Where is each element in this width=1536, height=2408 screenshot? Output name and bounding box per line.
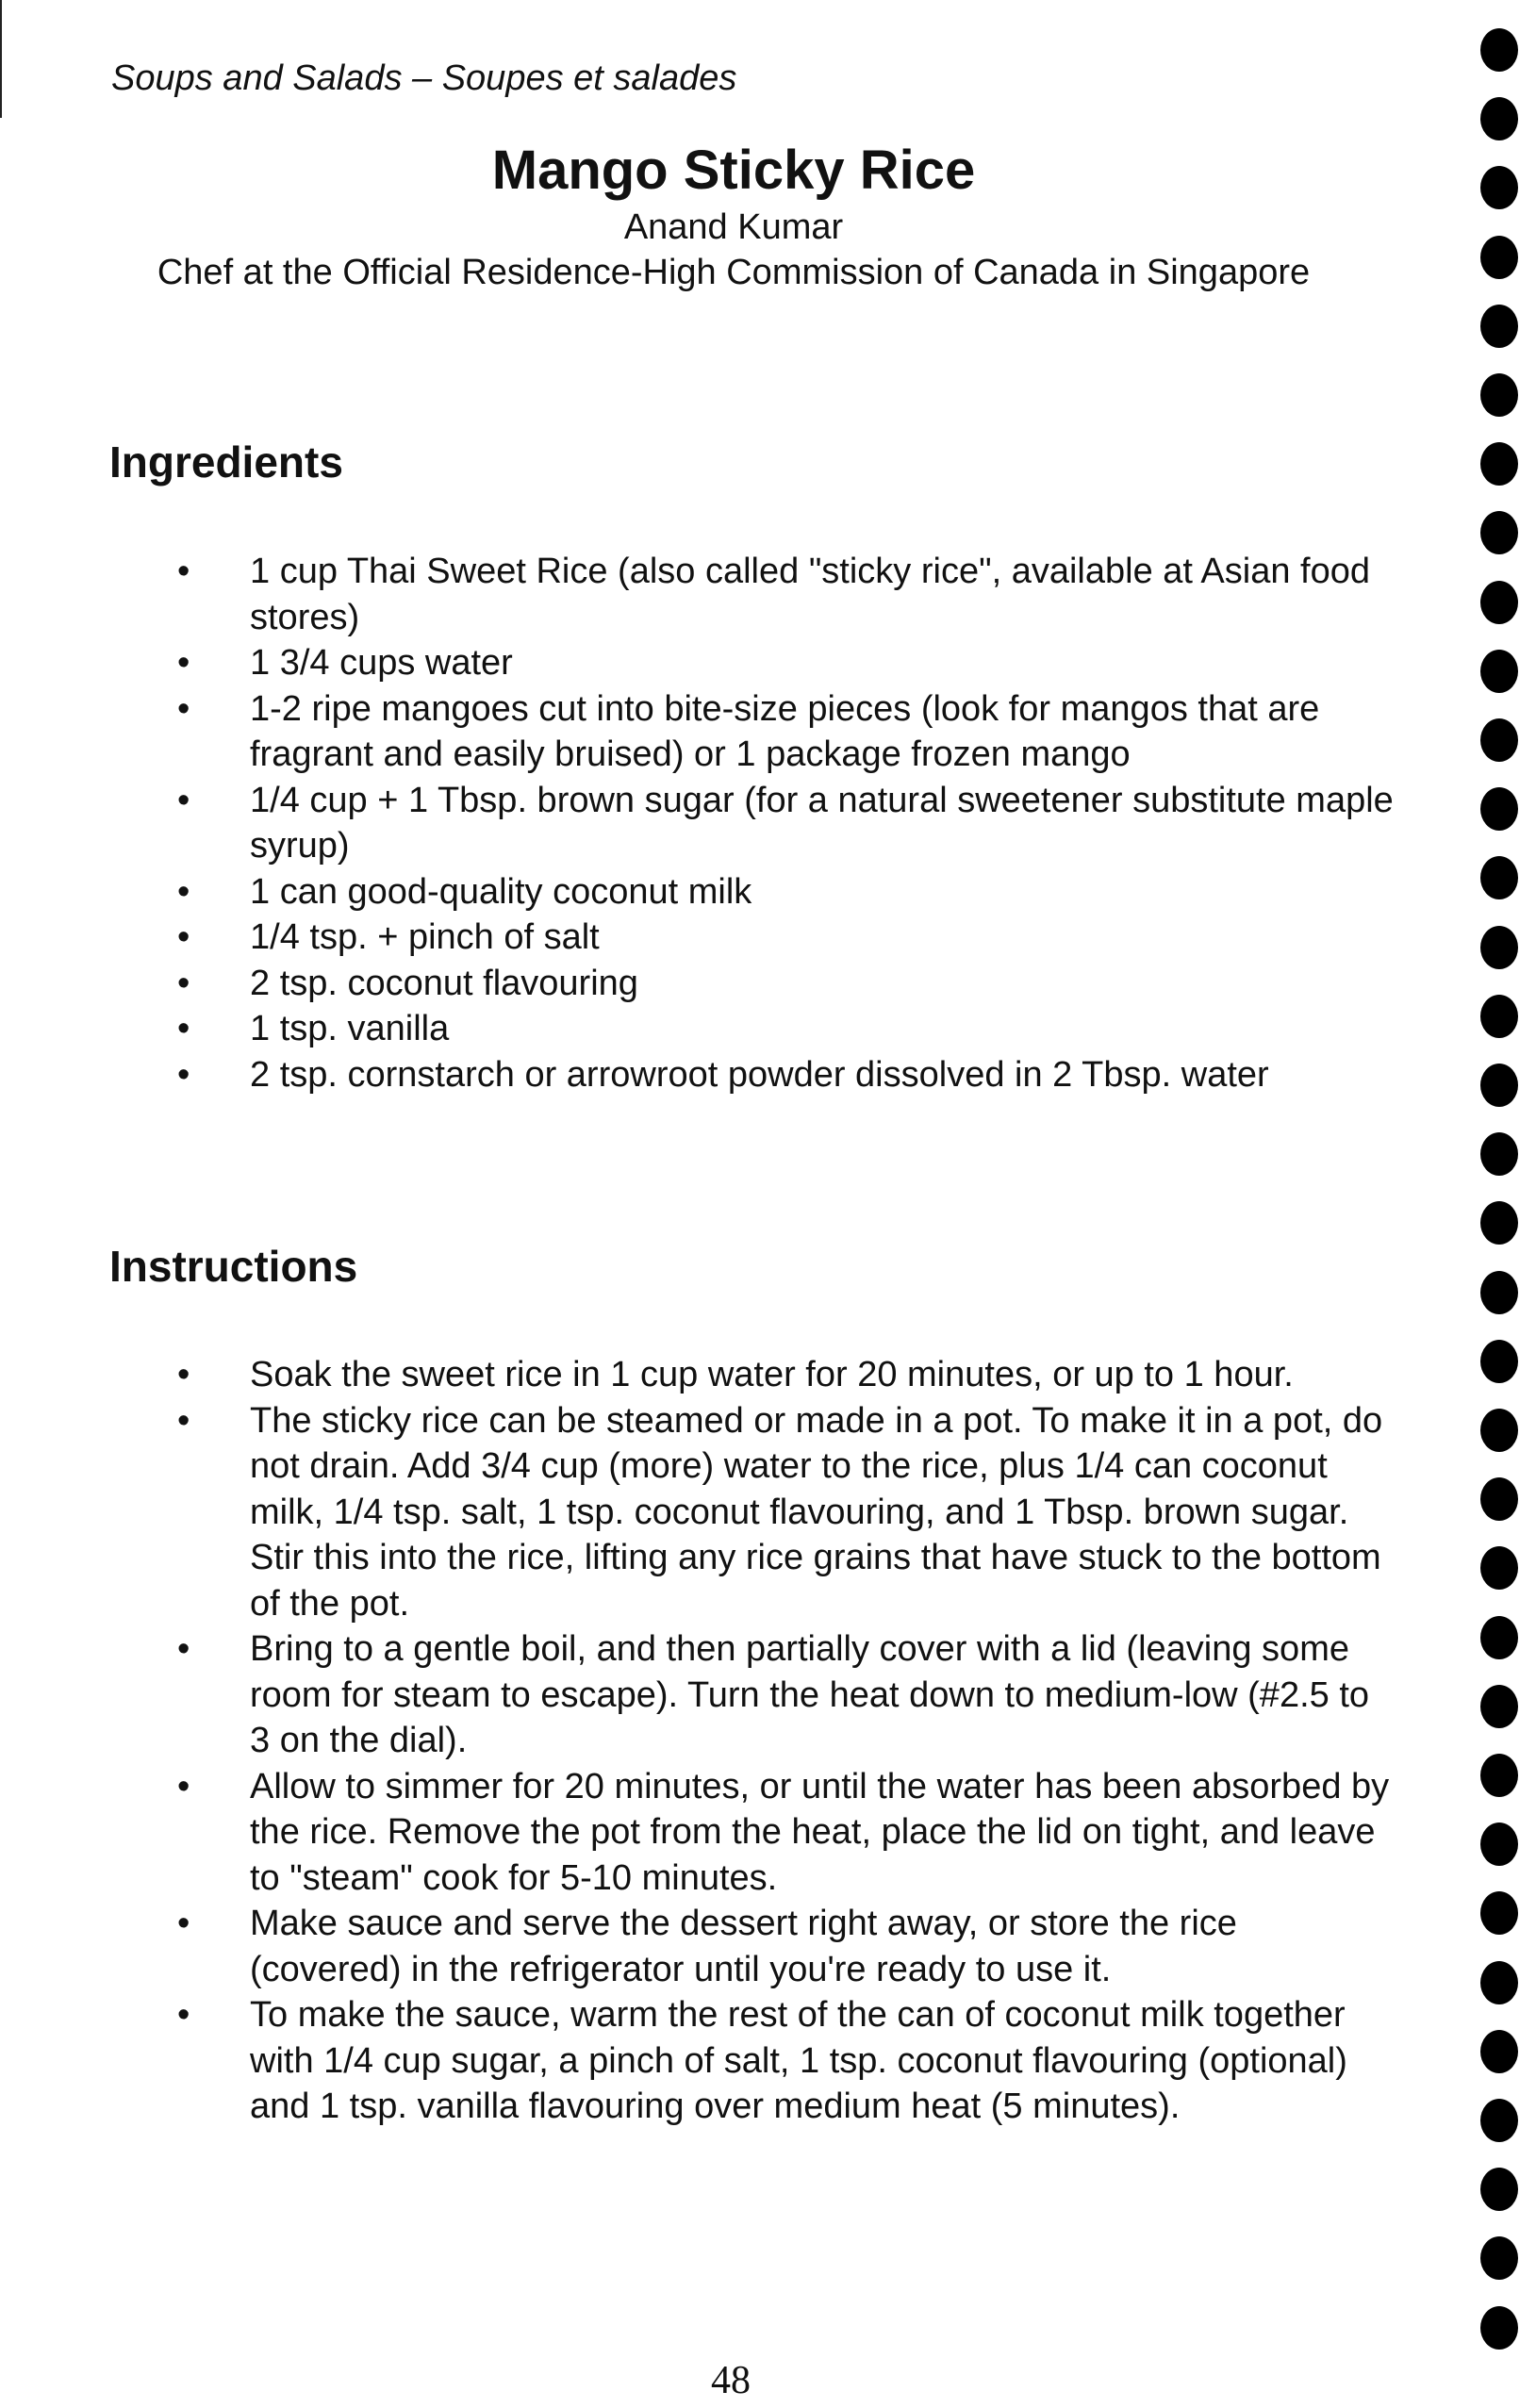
list-item	[0, 1006, 1396, 1052]
binding-hole	[1480, 1616, 1518, 1659]
binding-hole	[1480, 1271, 1518, 1314]
binding-hole	[1480, 2030, 1518, 2073]
binding-hole	[1480, 718, 1518, 762]
ingredient-text: • 1/4 tsp. + pinch of salt	[250, 917, 600, 957]
binding-hole	[1480, 236, 1518, 279]
section-header: Soups and Salads – Soupes et salades	[111, 58, 737, 98]
binding-hole	[1480, 1409, 1518, 1452]
list-item	[0, 915, 1396, 961]
binding-hole	[1480, 1754, 1518, 1797]
binding-hole	[1480, 1132, 1518, 1176]
list-item	[0, 1992, 1396, 2130]
binding-hole	[1480, 1961, 1518, 2004]
page-number: 48	[711, 2359, 751, 2402]
ingredient-text: • 2 tsp. coconut flavouring	[250, 963, 638, 1003]
list-item	[0, 1626, 1396, 1764]
binding-hole	[1480, 995, 1518, 1038]
binding-hole	[1480, 1201, 1518, 1245]
list-item	[0, 1052, 1396, 1098]
spiral-binding-holes	[1471, 0, 1536, 2408]
recipe-author-role: Chef at the Official Residence-High Commission of Canada in Singapore	[157, 253, 1311, 292]
list-item	[0, 869, 1396, 915]
binding-hole	[1480, 2168, 1518, 2211]
instructions-heading: Instructions	[109, 1242, 358, 1291]
binding-hole	[1480, 373, 1518, 417]
binding-hole	[1480, 1340, 1518, 1383]
ingredient-text: • 1 3/4 cups water	[250, 643, 513, 683]
binding-hole	[1480, 511, 1518, 554]
binding-hole	[1480, 856, 1518, 899]
ingredient-text: • 1 cup Thai Sweet Rice (also called "sticky rice", available at Asian food stores)	[250, 552, 1370, 637]
instruction-text: • Allow to simmer for 20 minutes, or until the water has been absorbed by the rice. Remove the pot from the heat, place the lid on tight, and leave to "steam" cook for 5-10 minutes.	[250, 1766, 1390, 1898]
binding-hole	[1480, 166, 1518, 209]
instruction-text: • Bring to a gentle boil, and then partially cover with a lid (leaving some room for steam to escape). Turn the heat down to medium-low (#2.5 to 3 on the dial).	[250, 1629, 1370, 1760]
binding-hole	[1480, 787, 1518, 831]
list-item	[0, 1901, 1396, 1992]
ingredient-text: • 1-2 ripe mangoes cut into bite-size pieces (look for mangos that are fragrant and easily bruised) or 1 package frozen mango	[250, 688, 1320, 774]
list-item	[0, 961, 1396, 1007]
list-item	[0, 640, 1396, 686]
binding-hole	[1480, 1546, 1518, 1590]
binding-hole	[1480, 2236, 1518, 2280]
list-item	[0, 1352, 1396, 1398]
ingredient-text: • 1 can good-quality coconut milk	[250, 871, 752, 912]
list-item	[0, 686, 1396, 778]
binding-hole	[1480, 1477, 1518, 1521]
ingredient-text: • 1/4 cup + 1 Tbsp. brown sugar (for a natural sweetener substitute maple syrup)	[250, 780, 1394, 866]
recipe-title: Mango Sticky Rice	[491, 140, 976, 201]
ingredient-text: • 1 tsp. vanilla	[250, 1009, 450, 1048]
ingredients-heading: Ingredients	[109, 437, 343, 487]
binding-hole	[1480, 1822, 1518, 1866]
binding-hole	[1480, 1685, 1518, 1728]
list-item	[0, 778, 1396, 869]
page-edge-rule	[0, 0, 2, 118]
recipe-author: Anand Kumar	[623, 207, 844, 247]
binding-hole	[1480, 2099, 1518, 2142]
binding-hole	[1480, 442, 1518, 486]
instruction-text: • Soak the sweet rice in 1 cup water for 20 minutes, or up to 1 hour.	[250, 1355, 1294, 1394]
binding-hole	[1480, 581, 1518, 624]
binding-hole	[1480, 926, 1518, 969]
list-item	[0, 1764, 1396, 1902]
ingredients-list	[0, 549, 1396, 1097]
binding-hole	[1480, 28, 1518, 72]
list-item	[0, 549, 1396, 640]
instructions-list	[0, 1352, 1396, 2130]
binding-hole	[1480, 97, 1518, 140]
ingredient-text: • 2 tsp. cornstarch or arrowroot powder dissolved in 2 Tbsp. water	[250, 1054, 1269, 1095]
binding-hole	[1480, 650, 1518, 693]
instruction-text: • Make sauce and serve the dessert right away, or store the rice (covered) in the refrigerator until you're ready to use it.	[250, 1904, 1237, 1989]
binding-hole	[1480, 2306, 1518, 2350]
binding-hole	[1480, 1064, 1518, 1107]
instruction-text: • The sticky rice can be steamed or made in a pot. To make it in a pot, do not drain. Add 3/4 cup (more) water to the rice, plus 1/4 can coconut milk, 1/4 tsp. salt, 1 tsp. coconut flavouring, and 1 Tbsp. brown sugar. Stir this into the rice, lifting any rice grains that have stuck to the bottom of the pot.	[250, 1400, 1383, 1624]
binding-hole	[1480, 305, 1518, 348]
binding-hole	[1480, 1891, 1518, 1935]
list-item	[0, 1398, 1396, 1627]
recipe-title-block	[141, 137, 1326, 295]
instruction-text: • To make the sauce, warm the rest of the can of coconut milk together with 1/4 cup sugar, a pinch of salt, 1 tsp. coconut flavouring (optional) and 1 tsp. vanilla flavouring over medium heat (5 minutes).	[250, 1995, 1347, 2126]
